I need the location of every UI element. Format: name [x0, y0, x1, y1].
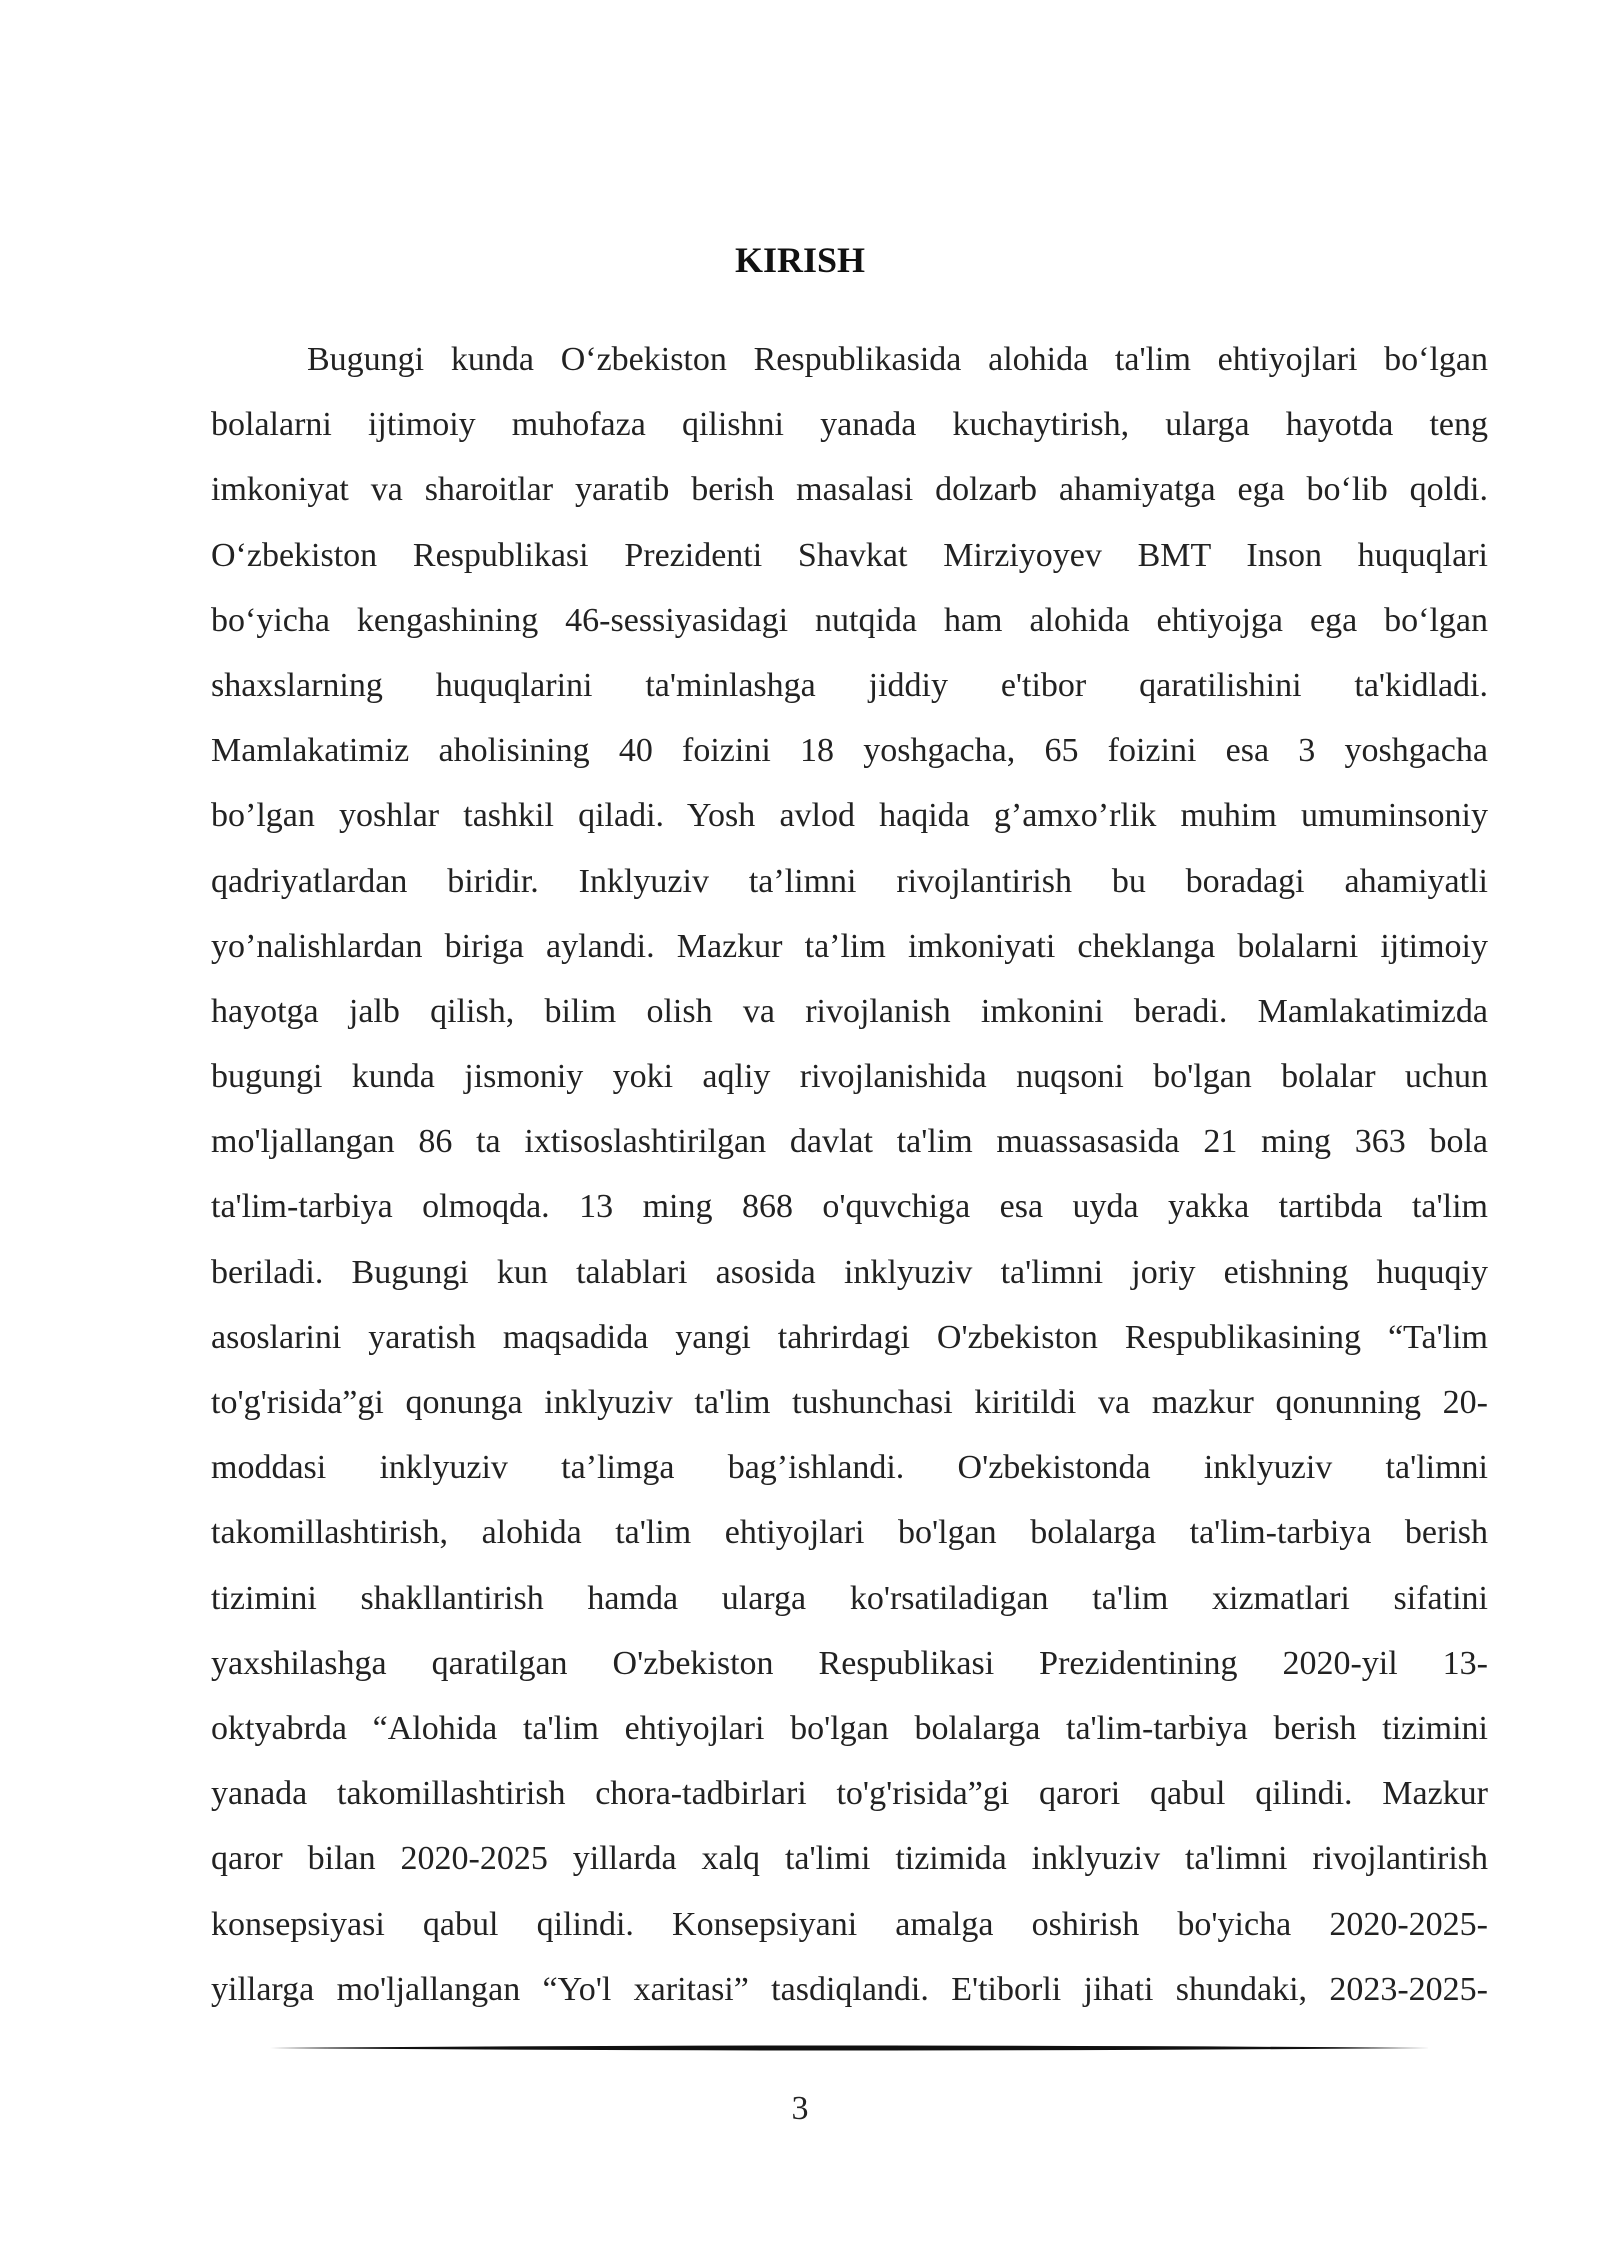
text-line: beriladi. Bugungi kun talablari asosida inklyuziv ta'limni joriy etishning huquqiy — [211, 1253, 1488, 1291]
text-line: qaror bilan 2020-2025 yillarda xalq ta'limi tizimida inklyuziv ta'limni rivojlantirish — [211, 1840, 1488, 1878]
text-line: asoslarini yaratish maqsadida yangi tahrirdagi O'zbekiston Respublikasining “Ta'lim — [211, 1318, 1488, 1356]
page-title: KIRISH — [734, 240, 866, 280]
text-line: bo’lgan yoshlar tashkil qiladi. Yosh avlod haqida g’amxo’rlik muhim umuminsoniy — [211, 797, 1488, 835]
text-line: ta'lim-tarbiya olmoqda. 13 ming 868 o'quvchiga esa uyda yakka tartibda ta'lim — [211, 1188, 1488, 1226]
text-line: yo’nalishlardan biriga aylandi. Mazkur ta’lim imkoniyati cheklanga bolalarni ijtimoiy — [211, 927, 1488, 965]
text-line: oktyabrda “Alohida ta'lim ehtiyojlari bo'lgan bolalarga ta'lim-tarbiya berish tizimini — [211, 1709, 1488, 1747]
text-line: bo‘yicha kengashining 46-sessiyasidagi nutqida ham alohida ehtiyojga ega bo‘lgan — [211, 601, 1488, 639]
body-paragraph — [211, 327, 1488, 2022]
text-line: qadriyatlardan biridir. Inklyuziv ta’limni rivojlantirish bu boradagi ahamiyatli — [211, 862, 1488, 900]
text-line: shaxslarning huquqlarini ta'minlashga jiddiy e'tibor qaratilishini ta'kidladi. — [211, 666, 1488, 704]
text-line: konsepsiyasi qabul qilindi. Konsepsiyani amalga oshirish bo'yicha 2020-2025- — [211, 1905, 1488, 1943]
footer-divider — [270, 2044, 1430, 2052]
text-line: Mamlakatimiz aholisining 40 foizini 18 yoshgacha, 65 foizini esa 3 yoshgacha — [211, 732, 1488, 770]
text-line: yillarga mo'ljallangan “Yo'l xaritasi” tasdiqlandi. E'tiborli jihati shundaki, 2023-2025- — [211, 1970, 1488, 2008]
text-line: moddasi inklyuziv ta’limga bag’ishlandi. O'zbekistonda inklyuziv ta'limni — [211, 1449, 1488, 1487]
text-line: hayotga jalb qilish, bilim olish va rivojlanish imkonini beradi. Mamlakatimizda — [211, 992, 1488, 1030]
text-line: O‘zbekiston Respublikasi Prezidenti Shavkat Mirziyoyev BMT Inson huquqlari — [211, 536, 1488, 574]
text-line: mo'ljallangan 86 ta ixtisoslashtirilgan davlat ta'lim muassasasida 21 ming 363 bola — [211, 1123, 1488, 1161]
text-line: Bugungi kunda O‘zbekiston Respublikasida alohida ta'lim ehtiyojlari bo‘lgan — [307, 341, 1488, 378]
text-line: takomillashtirish, alohida ta'lim ehtiyojlari bo'lgan bolalarga ta'lim-tarbiya berish — [211, 1514, 1488, 1552]
text-line: yanada takomillashtirish chora-tadbirlari to'g'risida”gi qarori qabul qilindi. Mazkur — [211, 1775, 1488, 1813]
text-line: bolalarni ijtimoiy muhofaza qilishni yanada kuchaytirish, ularga hayotda teng — [211, 406, 1488, 444]
text-line: tizimini shakllantirish hamda ularga ko'rsatiladigan ta'lim xizmatlari sifatini — [211, 1579, 1488, 1617]
text-line: bugungi kunda jismoniy yoki aqliy rivojlanishida nuqsoni bo'lgan bolalar uchun — [211, 1058, 1488, 1096]
text-line: to'g'risida”gi qonunga inklyuziv ta'lim tushunchasi kiritildi va mazkur qonunning 20- — [211, 1384, 1488, 1421]
page-number: 3 — [791, 2090, 809, 2127]
text-line: imkoniyat va sharoitlar yaratib berish masalasi dolzarb ahamiyatga ega bo‘lib qoldi. — [211, 471, 1488, 509]
text-line: yaxshilashga qaratilgan O'zbekiston Respublikasi Prezidentining 2020-yil 13- — [211, 1644, 1488, 1682]
